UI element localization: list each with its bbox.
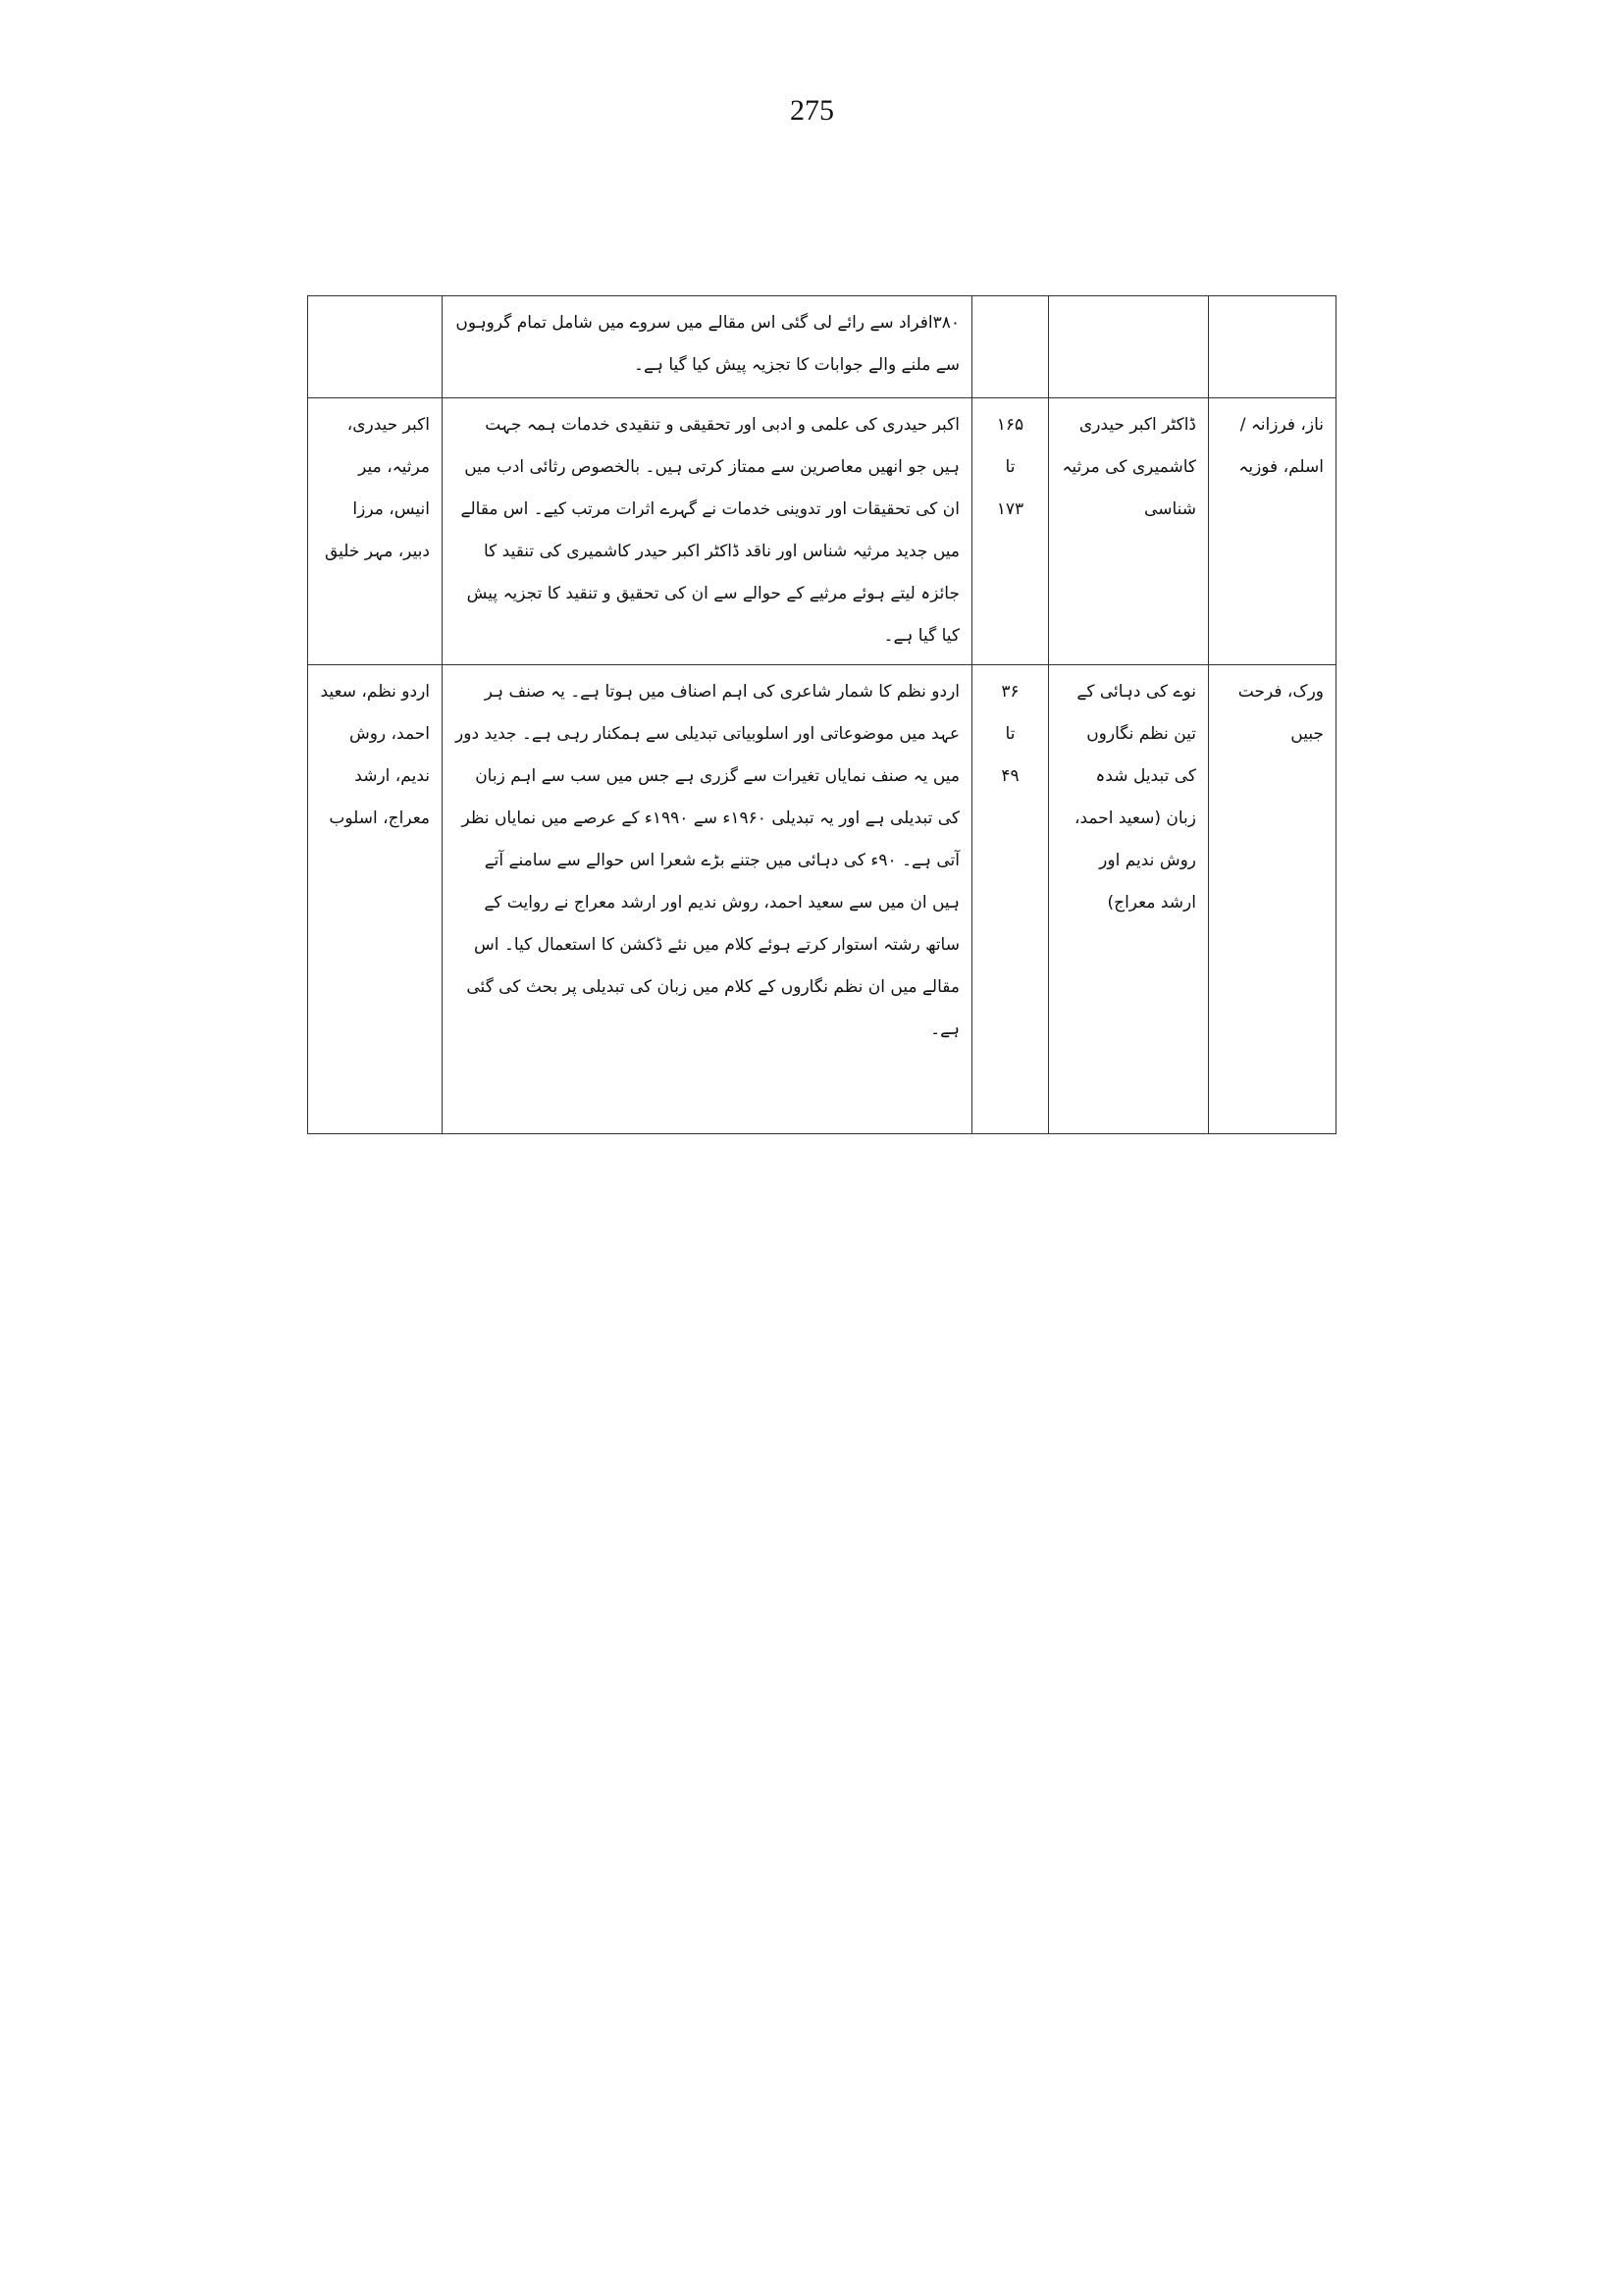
author-cell bbox=[1209, 296, 1336, 398]
abstract-cell: اردو نظم کا شمار شاعری کی اہم اصناف میں ہوتا ہے۔ یہ صنف ہر عہد میں موضوعاتی اور اسلوبیاتی تبدیلی سے ہمکنار رہی ہے۔ جدید دور میں یہ صنف نمایاں تغیرات سے گزری ہے جس میں سب سے اہم زبان کی تبدیلی ہے اور یہ تبدیلی ۱۹۶۰ء سے ۱۹۹۰ء کے عرصے میں نمایاں نظر آتی ہے۔ ۹۰ء کی دہائی میں جتنے بڑے شعرا اس حوالے سے سامنے آتے ہیں ان میں سے سعید احمد، روش ندیم اور ارشد معراج نے روایت کے ساتھ رشتہ استوار کرتے ہوئے کلام میں نئے ڈکشن کا استعمال کیا۔ اس مقالے میں ان نظم نگاروں کے کلام میں زبان کی تبدیلی پر بحث کی گئی ہے۔ bbox=[443, 665, 972, 1134]
keywords-cell bbox=[308, 296, 443, 398]
abstract-cell: اکبر حیدری کی علمی و ادبی اور تحقیقی و تنقیدی خدمات ہمہ جہت ہیں جو انھیں معاصرین سے ممتاز کرتی ہیں۔ بالخصوص رثائی ادب میں ان کی تحقیقات اور تدوینی خدمات نے گہرے اثرات مرتب کیے۔ اس مقالے میں جدید مرثیہ شناس اور ناقد ڈاکٹر اکبر حیدر کاشمیری کی تنقید کا جائزہ لیتے ہوئے مرثیے کے حوالے سے ان کی تحقیق و تنقید کا تجزیہ پیش کیا گیا ہے۔ bbox=[443, 398, 972, 665]
bibliography-table bbox=[307, 295, 1336, 1134]
page-end: ۱۷۳ bbox=[996, 499, 1024, 519]
table-row bbox=[308, 665, 1336, 1134]
pages-cell bbox=[972, 398, 1049, 665]
page-separator: تا bbox=[1005, 724, 1016, 744]
author-cell: ورک، فرحت جبیں bbox=[1209, 665, 1336, 1134]
title-cell bbox=[1049, 296, 1209, 398]
title-cell: ڈاکٹر اکبر حیدری کاشمیری کی مرثیہ شناسی bbox=[1049, 398, 1209, 665]
title-cell: نوے کی دہائی کے تین نظم نگاروں کی تبدیل شدہ زبان (سعید احمد، روش ندیم اور ارشد معراج) bbox=[1049, 665, 1209, 1134]
author-cell: ناز، فرزانہ / اسلم، فوزیہ bbox=[1209, 398, 1336, 665]
page-end: ۴۹ bbox=[1001, 766, 1020, 786]
page-separator: تا bbox=[1005, 457, 1016, 477]
table-row bbox=[308, 296, 1336, 398]
page-start: ۳۶ bbox=[1001, 682, 1020, 702]
pages-cell bbox=[972, 296, 1049, 398]
page-start: ۱۶۵ bbox=[996, 415, 1024, 435]
page-number: 275 bbox=[790, 94, 834, 127]
keywords-cell: اردو نظم، سعید احمد، روش ندیم، ارشد معراج، اسلوب bbox=[308, 665, 443, 1134]
pages-cell bbox=[972, 665, 1049, 1134]
abstract-cell: ۳۸۰افراد سے رائے لی گئی اس مقالے میں سروے میں شامل تمام گروہوں سے ملنے والے جوابات کا تجزیہ پیش کیا گیا ہے۔ bbox=[443, 296, 972, 398]
keywords-cell: اکبر حیدری، مرثیہ، میر انیس، مرزا دبیر، مہر خلیق bbox=[308, 398, 443, 665]
table-row bbox=[308, 398, 1336, 665]
